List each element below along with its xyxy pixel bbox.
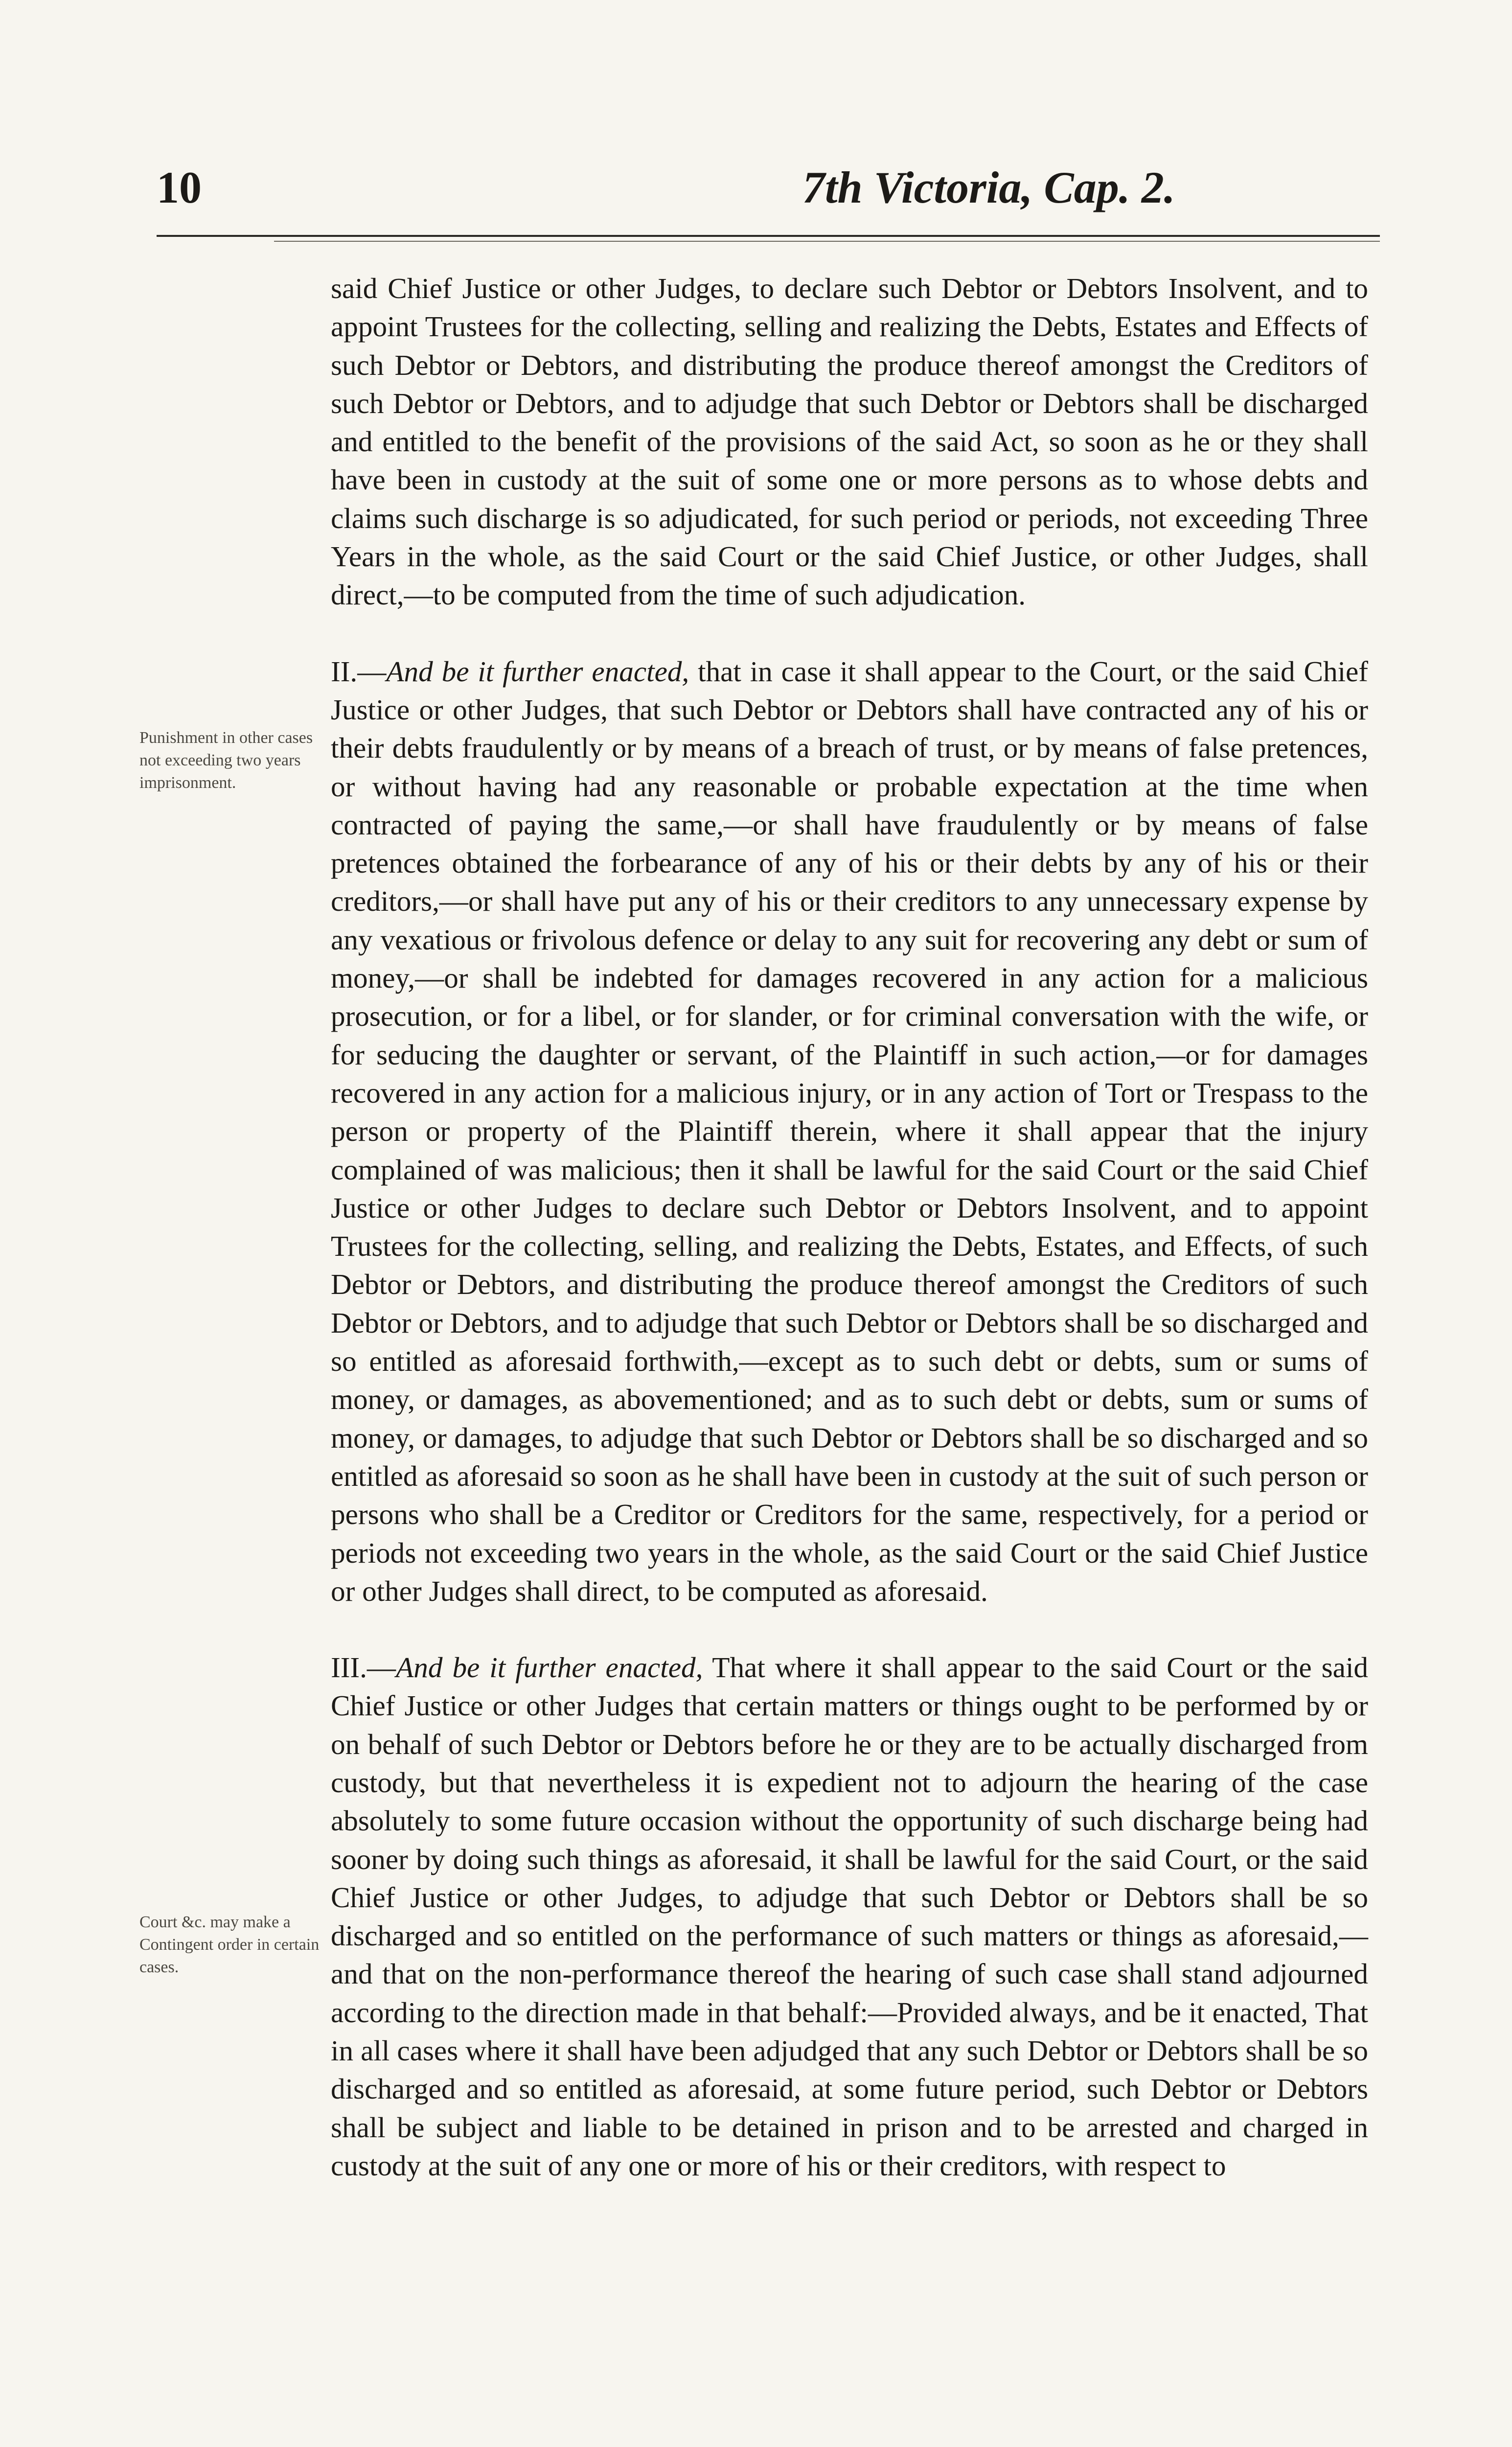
section-text: That where it shall appear to the said Court or the said Chief Justice or other Judges that certain matters or things ought to be performed by or on behalf of such Debtor or Debtors before he or they are to be actually discharged from custody, but that nevertheless it is expedient not to adjourn the hearing of the case absolutely to some future occasion without the opportunity of such discharge being had sooner by doing such things as aforesaid, it shall be lawful for the said Court, or the said Chief Justice or other Judges, to adjudge that such Debtor or Debtors shall be so discharged and so entitled on the performance of such matters or things as aforesaid,—and that on the non-performance thereof the hearing of such case shall stand adjourned according to the direction made in that behalf:—Provided always, and be it enacted, That in all cases where it shall have been adjudged that any such Debtor or Debtors shall be so discharged and so entitled as aforesaid, at some future period, such Debtor or Debtors shall be subject and liable to be detained in prison and to be arrested and charged in custody at the suit of any one or more of his or their creditors, with respect to bbox=[331, 1651, 1368, 2182]
marginal-note-section-3: Court &c. may make a Contingent order in certain cases. bbox=[139, 1913, 320, 1976]
running-title: 7th Victoria, Cap. 2. bbox=[802, 162, 1175, 212]
section-3 bbox=[331, 1648, 1368, 2185]
header-rule-secondary bbox=[274, 241, 1380, 242]
section-number: II.— bbox=[331, 655, 387, 688]
page-number: 10 bbox=[157, 162, 202, 212]
enacting-phrase: And be it further enacted, bbox=[386, 655, 689, 688]
page-header bbox=[157, 162, 1380, 220]
section-text: that in case it shall appear to the Court, or the said Chief Justice or other Judges, that such Debtor or Debtors shall have contracted any of his or their debts fraudulently or by means of a breach of trust, or by means of false pretences, or without having had any reasonable or probable expectation at the time when contracted of paying the same,—or shall have fraudulently or by means of false pretences obtained the forbearance of any of his or their debts by any of his or their creditors,—or shall have put any of his or their creditors to any unnecessary expense by any vexatious or frivolous defence or delay to any suit for recovering any debt or sum of money,—or shall be indebted for damages recovered in any action for a malicious prosecution, or for a libel, or for slander, or for criminal conversation with the wife, or for seducing the daughter or servant, of the Plaintiff in such action,—or for damages recovered in any action for a malicious injury, or in any action of Tort or Trespass to the person or property of the Plaintiff therein, where it shall appear that the injury complained of was malicious; then it shall be lawful for the said Court or the said Chief Justice or other Judges to declare such Debtor or Debtors Insolvent, and to appoint Trustees for the collecting, selling, and realizing the Debts, Estates, and Effects, of such Debtor or Debtors, and distributing the produce thereof amongst the Creditors of such Debtor or Debtors, and to adjudge that such Debtor or Debtors shall be so discharged and so entitled as aforesaid forthwith,—except as to such debt or debts, sum or sums of money, or damages, as abovementioned; and as to such debt or debts, sum or sums of money, or damages, to adjudge that such Debtor or Debtors shall be so discharged and so entitled as aforesaid so soon as he shall have been in custody at the suit of such person or persons who shall be a Creditor or Creditors for the same, respectively, for a period or periods not exceeding two years in the whole, as the said Court or the said Chief Justice or other Judges shall direct, to be computed as aforesaid. bbox=[331, 655, 1368, 1607]
enacting-phrase: And be it further enacted, bbox=[396, 1651, 703, 1684]
statute-body bbox=[331, 269, 1368, 2185]
header-rule bbox=[157, 235, 1380, 237]
paragraph-text: said Chief Justice or other Judges, to declare such Debtor or Debtors Insolvent, and to appoint Trustees for the collecting, selling and realizing the Debts, Estates and Effects of such Debtor or Debtors, and distributing the produce thereof amongst the Creditors of such Debtor or Debtors, and to adjudge that such Debtor or Debtors shall be discharged and entitled to the benefit of the provisions of the said Act, so soon as he or they shall have been in custody at the suit of some one or more persons as to whose debts and claims such discharge is so adjudicated, for such period or periods, not exceeding Three Years in the whole, as the said Court or the said Chief Justice, or other Judges, shall direct,—to be computed from the time of such adjudication. bbox=[331, 272, 1368, 611]
marginal-note-section-2: Punishment in other cases not exceeding two years imprisonment. bbox=[139, 729, 313, 792]
section-number: III.— bbox=[331, 1651, 396, 1684]
paragraph-continuation bbox=[331, 269, 1368, 614]
section-2 bbox=[331, 652, 1368, 1610]
